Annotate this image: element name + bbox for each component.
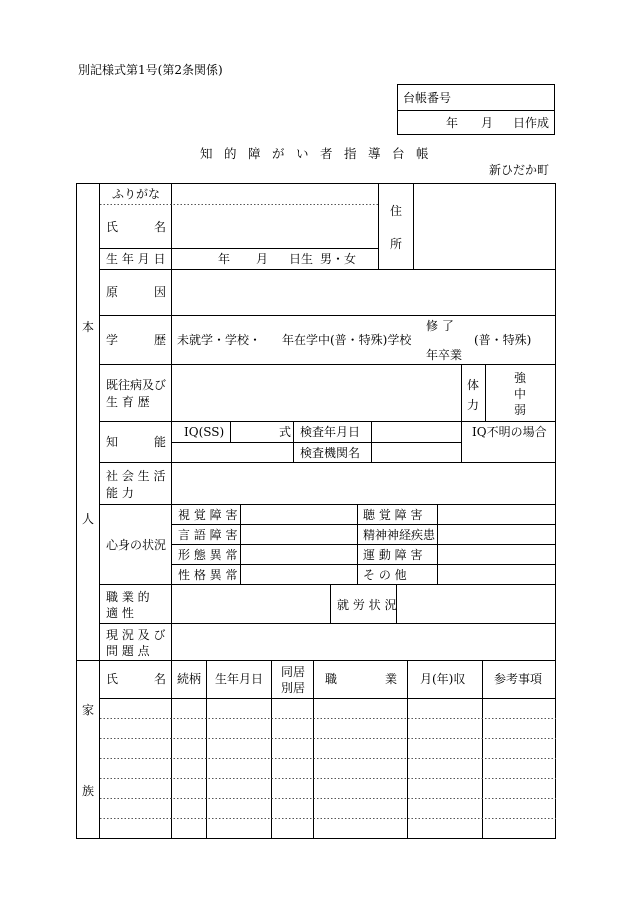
iq-ss-label: IQ(SS): [184, 425, 225, 439]
education-label-2: 歴: [154, 333, 167, 347]
registry-year: 年: [446, 116, 459, 130]
title-char: 的: [224, 146, 237, 161]
form-reference: 別記様式第1号(第2条関係): [78, 63, 223, 77]
iq-unknown-label: IQ不明の場合: [472, 425, 547, 439]
cause-label-2: 因: [154, 285, 167, 299]
registry-number-label: 台帳番号: [403, 91, 452, 105]
stamina-medium: 中: [514, 387, 527, 401]
side-label-person-1: 本: [82, 320, 95, 334]
sex-options: 男・女: [320, 252, 357, 266]
social-label-1: 社 会 生 活: [106, 469, 166, 483]
family-dob-header: 生年月日: [215, 672, 264, 686]
title-char: 導: [368, 146, 381, 161]
family-relation-header: 続柄: [177, 672, 202, 686]
side-label-family-2: 族: [82, 784, 95, 798]
occupation-label-1: 職 業 的: [106, 590, 150, 604]
dob-year: 年: [218, 252, 231, 266]
education-graduation: 年卒業: [426, 348, 463, 362]
title-char: 知: [200, 146, 213, 161]
stamina-label-1: 体: [467, 378, 480, 392]
education-text-2: 年在学中(普・特殊)学校: [282, 333, 412, 347]
speech-impairment-label: 言 語 障 害: [178, 528, 238, 542]
title-char: 指: [344, 146, 357, 161]
intellect-label-1: 知: [106, 435, 119, 449]
social-label-2: 能 力: [106, 486, 134, 500]
side-label-person-2: 人: [82, 512, 95, 526]
family-name-header-1: 氏: [106, 672, 119, 686]
motor-impairment-label: 運 動 障 害: [363, 548, 423, 562]
history-label-1: 既往病及び: [106, 378, 167, 392]
family-income-header: 月(年)収: [420, 672, 466, 686]
title-char: 障: [248, 146, 261, 161]
address-label-1: 住: [390, 204, 403, 218]
visual-impairment-label: 視 覚 障 害: [178, 508, 238, 522]
family-cohabit-header-2: 別居: [281, 681, 306, 695]
current-label-2: 問 題 点: [106, 644, 150, 658]
education-type-2: (普・特殊): [474, 333, 532, 347]
dob-month: 月: [256, 252, 269, 266]
exam-date-label: 検査年月日: [300, 425, 361, 439]
education-label-1: 学: [106, 333, 119, 347]
other-label: そ の 他: [363, 568, 407, 582]
title-char: 台: [392, 146, 405, 161]
intellect-label-2: 能: [154, 435, 167, 449]
name-label-2: 名: [154, 220, 167, 234]
mental-physical-label: 心身の状況: [106, 538, 167, 552]
personality-abnormality-label: 性 格 異 常: [178, 568, 238, 582]
occupation-label-2: 適 性: [106, 606, 134, 620]
education-text-1: 未就学・学校・: [177, 333, 262, 347]
family-notes-header: 参考事項: [494, 672, 543, 686]
address-label-2: 所: [390, 237, 403, 251]
stamina-weak: 弱: [514, 403, 527, 417]
title-char: い: [296, 146, 309, 161]
iq-method: 式: [279, 425, 292, 439]
family-job-header-1: 職: [325, 672, 338, 686]
registry-created: 日作成: [513, 116, 550, 130]
employment-status-label: 就 労 状 況: [337, 598, 397, 612]
form-abnormality-label: 形 態 異 常: [178, 548, 238, 562]
title-char: 帳: [416, 146, 429, 161]
municipality-name: 新ひだか町: [489, 163, 550, 177]
stamina-strong: 強: [514, 371, 527, 385]
registry-month: 月: [481, 116, 494, 130]
dob-day: 日生: [289, 252, 314, 266]
cause-label-1: 原: [106, 285, 119, 299]
current-label-1: 現 況 及 び: [106, 628, 166, 642]
neuro-disorder-label: 精神神経疾患: [363, 528, 436, 542]
exam-org-label: 検査機関名: [300, 446, 361, 460]
stamina-label-2: 力: [467, 398, 480, 412]
title-char: が: [272, 146, 285, 161]
furigana-label: ふりがな: [112, 187, 161, 201]
family-cohabit-header-1: 同居: [281, 665, 306, 679]
education-completion: 修 了: [426, 319, 454, 333]
family-name-header-2: 名: [154, 672, 167, 686]
hearing-impairment-label: 聴 覚 障 害: [363, 508, 423, 522]
side-label-family-1: 家: [82, 703, 95, 717]
history-label-2: 生 育 歴: [106, 395, 150, 409]
family-job-header-2: 業: [385, 672, 398, 686]
dob-label: 生 年 月 日: [106, 252, 166, 266]
title-char: 者: [320, 146, 333, 161]
name-label-1: 氏: [106, 220, 119, 234]
